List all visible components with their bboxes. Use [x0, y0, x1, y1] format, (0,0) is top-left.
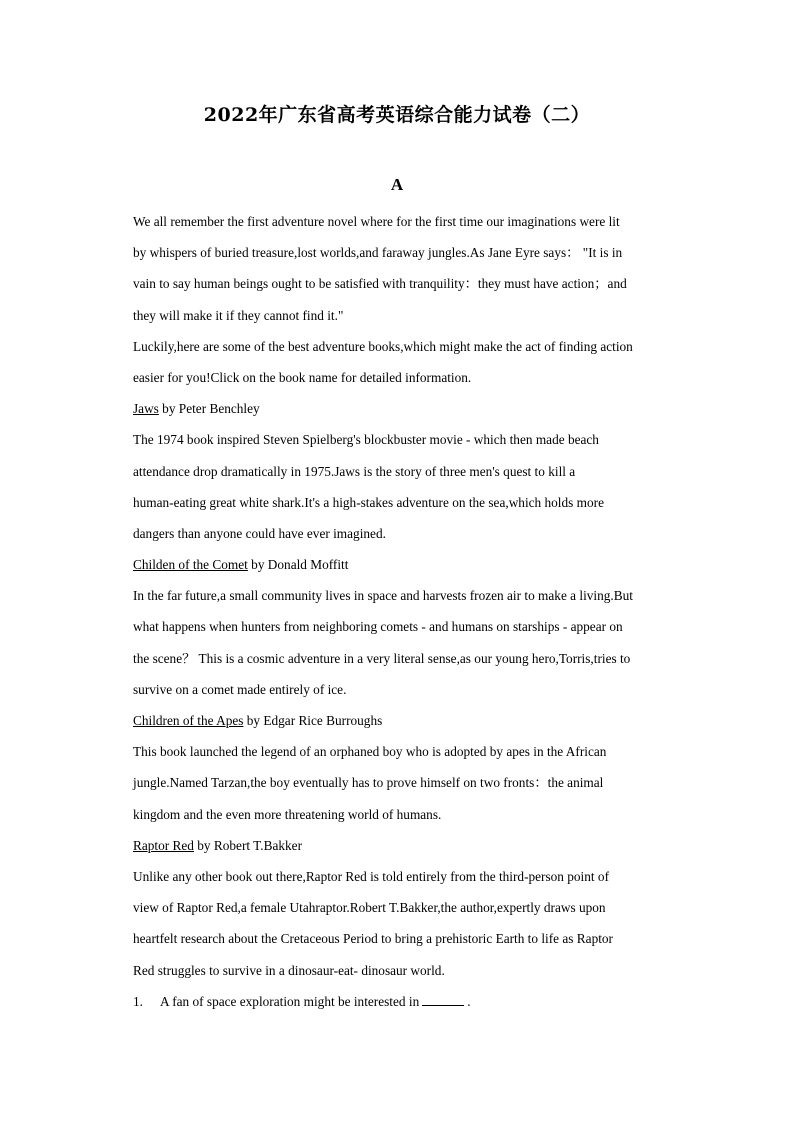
- intro-line: We all remember the first adventure novel where for the first time our imaginations were lit: [133, 214, 620, 229]
- book-heading: [133, 830, 673, 861]
- book-description-line: kingdom and the even more threatening world of humans.: [133, 806, 442, 822]
- book-description-line: This book launched the legend of an orphaned boy who is adopted by apes in the African: [133, 744, 607, 760]
- book-author: by Robert T.Bakker: [193, 837, 303, 853]
- book-author: by Peter Benchley: [158, 401, 260, 417]
- passage-body: [133, 206, 673, 1017]
- intro-line: by whispers of buried treasure,lost worlds,and faraway jungles.As Jane Eyre says： "It is in: [133, 245, 623, 261]
- book-description-line: The 1974 book inspired Steven Spielberg's blockbuster movie - which then made beach: [133, 432, 599, 448]
- lucky-line: Luckily,here are some of the best adventure books,which might make the act of finding action: [133, 338, 633, 354]
- section-heading: A: [390, 175, 404, 194]
- book-description-line: human-eating great white shark.It's a high-stakes adventure on the sea,which holds more: [133, 494, 604, 510]
- page-title: 2022年广东省高考英语综合能力试卷（二）: [203, 104, 591, 126]
- answer-blank[interactable]: [422, 993, 464, 1006]
- book-description-line: jungle.Named Tarzan,the boy eventually has to prove himself on two fronts：the animal: [133, 775, 604, 791]
- book-description-line: what happens when hunters from neighboring comets - and humans on starships - appear on: [133, 619, 623, 635]
- book-author: by Donald Moffitt: [247, 557, 349, 573]
- book-description-line: view of Raptor Red,a female Utahraptor.Robert T.Bakker,the author,expertly draws upon: [133, 900, 606, 916]
- question-line: [133, 986, 673, 1017]
- question-end: .: [467, 993, 471, 1009]
- intro-line: vain to say human beings ought to be satisfied with tranquility：they must have action；and: [133, 276, 627, 292]
- book-author: by Edgar Rice Burroughs: [243, 713, 383, 728]
- book-title-link[interactable]: Children of the Apes: [133, 713, 244, 728]
- book-heading: [133, 549, 673, 580]
- book-description-line: survive on a comet made entirely of ice.: [133, 681, 347, 697]
- book-description-line: attendance drop dramatically in 1975.Jaws is the story of three men's quest to kill a: [133, 463, 576, 479]
- book-description-line: Red struggles to survive in a dinosaur-eat- dinosaur world.: [133, 962, 445, 978]
- book-description-line: heartfelt research about the Cretaceous Period to bring a prehistoric Earth to life as Raptor: [133, 931, 613, 947]
- book-description-line: In the far future,a small community lives in space and harvests frozen air to make a living.But: [133, 588, 633, 604]
- intro-line: they will make it if they cannot find it.": [133, 307, 344, 323]
- book-description-line: Unlike any other book out there,Raptor Red is told entirely from the third-person point of: [133, 868, 609, 884]
- question-text: A fan of space exploration might be interested in: [160, 993, 420, 1009]
- lucky-line: easier for you!Click on the book name for detailed information.: [133, 369, 472, 385]
- question-number: 1.: [133, 993, 143, 1009]
- book-description-line: dangers than anyone could have ever imagined.: [133, 525, 386, 541]
- book-title-link[interactable]: Raptor Red: [133, 837, 194, 853]
- book-description-line: the scene？ This is a cosmic adventure in a very literal sense,as our young hero,Torris,tries to: [133, 650, 631, 666]
- book-title-link[interactable]: Jaws: [133, 401, 159, 417]
- book-heading: [133, 705, 673, 736]
- book-title-link[interactable]: Childen of the Comet: [133, 557, 248, 573]
- book-heading: [133, 393, 673, 424]
